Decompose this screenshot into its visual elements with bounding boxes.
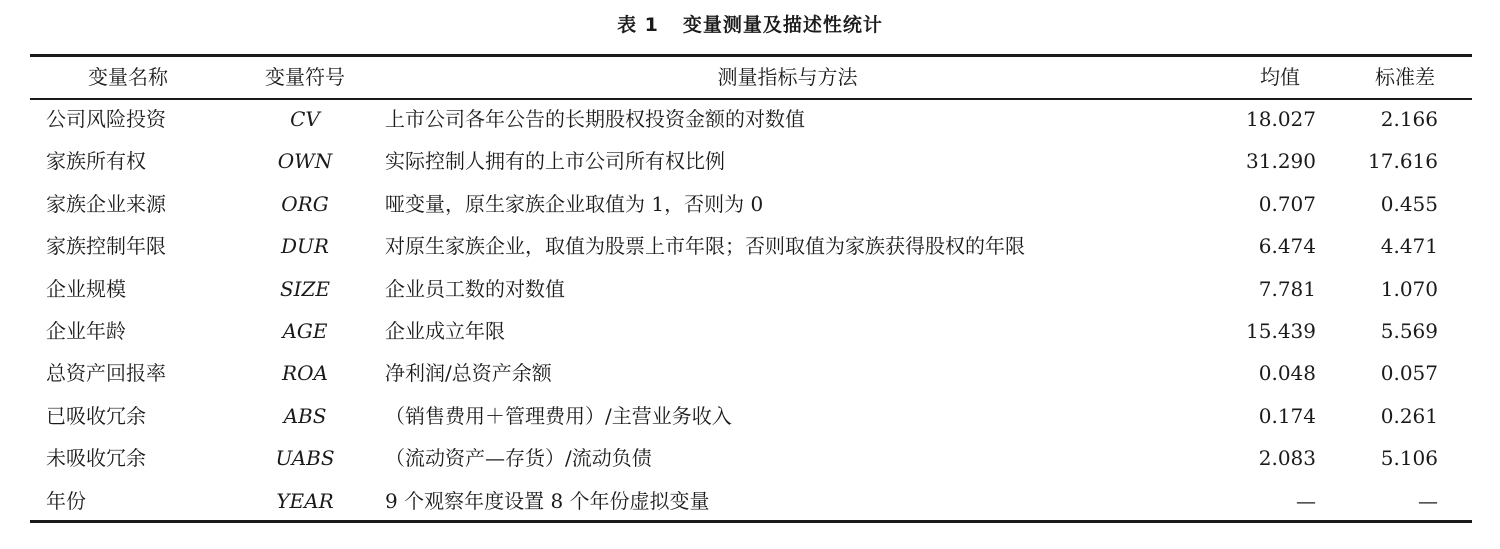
standard-deviation-value: 2.166 xyxy=(1380,107,1438,131)
variable-name: 公司风险投资 xyxy=(46,107,166,131)
mean-value: — xyxy=(1296,488,1316,513)
standard-deviation-value: 4.471 xyxy=(1380,234,1438,259)
standard-deviation-value: 0.261 xyxy=(1380,403,1438,428)
variable-name: 家族所有权 xyxy=(46,149,146,174)
measurement-method: 净利润/总资产余额 xyxy=(385,361,552,386)
measurement-method: 哑变量，原生家族企业取值为 1，否则为 0 xyxy=(385,191,764,216)
table-number: 表 1 xyxy=(617,14,659,36)
table-row xyxy=(0,310,1500,352)
variable-name: 家族控制年限 xyxy=(46,234,166,259)
standard-deviation-value: 5.106 xyxy=(1380,446,1438,471)
standard-deviation-value: 0.455 xyxy=(1380,191,1438,216)
variable-symbol: YEAR xyxy=(276,488,334,513)
table-row xyxy=(0,437,1500,479)
table-row xyxy=(0,225,1500,267)
mean-value: 0.707 xyxy=(1258,191,1316,216)
standard-deviation-value: 0.057 xyxy=(1380,361,1438,386)
mean-value: 6.474 xyxy=(1258,234,1316,259)
mean-value: 15.439 xyxy=(1246,319,1316,343)
table-row xyxy=(0,183,1500,225)
measurement-method: 对原生家族企业，取值为股票上市年限；否则取值为家族获得股权的年限 xyxy=(385,234,1025,259)
variable-symbol: ROA xyxy=(282,361,328,386)
header-standard-deviation: 标准差 xyxy=(1375,65,1435,89)
variable-name: 企业规模 xyxy=(46,276,126,301)
variable-name: 总资产回报率 xyxy=(46,361,166,386)
table-header xyxy=(0,56,1500,98)
measurement-method: 9 个观察年度设置 8 个年份虚拟变量 xyxy=(385,488,710,513)
variable-symbol: SIZE xyxy=(279,276,331,301)
standard-deviation-value: 5.569 xyxy=(1380,319,1438,343)
measurement-method: 实际控制人拥有的上市公司所有权比例 xyxy=(385,149,725,174)
variable-name: 企业年龄 xyxy=(46,319,126,343)
measurement-method: （流动资产—存货）/流动负债 xyxy=(385,446,652,471)
bottom-rule xyxy=(30,520,1472,523)
measurement-method: 企业成立年限 xyxy=(385,319,505,343)
measurement-method: 上市公司各年公告的长期股权投资金额的对数值 xyxy=(385,107,805,131)
table-row xyxy=(0,98,1500,140)
variable-name: 家族企业来源 xyxy=(46,191,166,216)
standard-deviation-value: — xyxy=(1418,488,1438,513)
measurement-method: （销售费用＋管理费用）/主营业务收入 xyxy=(385,403,732,428)
table-row xyxy=(0,268,1500,310)
standard-deviation-value: 17.616 xyxy=(1368,149,1438,174)
mean-value: 31.290 xyxy=(1246,149,1316,174)
table-row xyxy=(0,140,1500,182)
header-variable-name: 变量名称 xyxy=(88,65,168,89)
header-variable-symbol: 变量符号 xyxy=(265,65,345,89)
measurement-method: 企业员工数的对数值 xyxy=(385,276,565,301)
table-row xyxy=(0,480,1500,522)
mean-value: 0.048 xyxy=(1258,361,1316,386)
variable-symbol: ORG xyxy=(281,191,329,216)
variable-symbol: AGE xyxy=(282,319,328,343)
variable-symbol: ABS xyxy=(283,403,327,428)
mean-value: 18.027 xyxy=(1246,107,1316,131)
variable-name: 年份 xyxy=(46,488,86,513)
header-measurement-method: 测量指标与方法 xyxy=(717,65,858,89)
variable-name: 已吸收冗余 xyxy=(46,403,146,428)
header-mean: 均值 xyxy=(1260,65,1300,89)
standard-deviation-value: 1.070 xyxy=(1380,276,1438,301)
table-title: 变量测量及描述性统计 xyxy=(682,14,883,36)
mean-value: 2.083 xyxy=(1258,446,1316,471)
variable-symbol: OWN xyxy=(277,149,333,174)
table-caption xyxy=(0,10,1500,37)
mean-value: 7.781 xyxy=(1258,276,1316,301)
variable-name: 未吸收冗余 xyxy=(46,446,146,471)
variable-symbol: CV xyxy=(290,107,320,131)
table-row xyxy=(0,395,1500,437)
table-row xyxy=(0,352,1500,394)
variable-symbol: UABS xyxy=(275,446,335,471)
variable-symbol: DUR xyxy=(281,234,329,259)
mean-value: 0.174 xyxy=(1258,403,1316,428)
